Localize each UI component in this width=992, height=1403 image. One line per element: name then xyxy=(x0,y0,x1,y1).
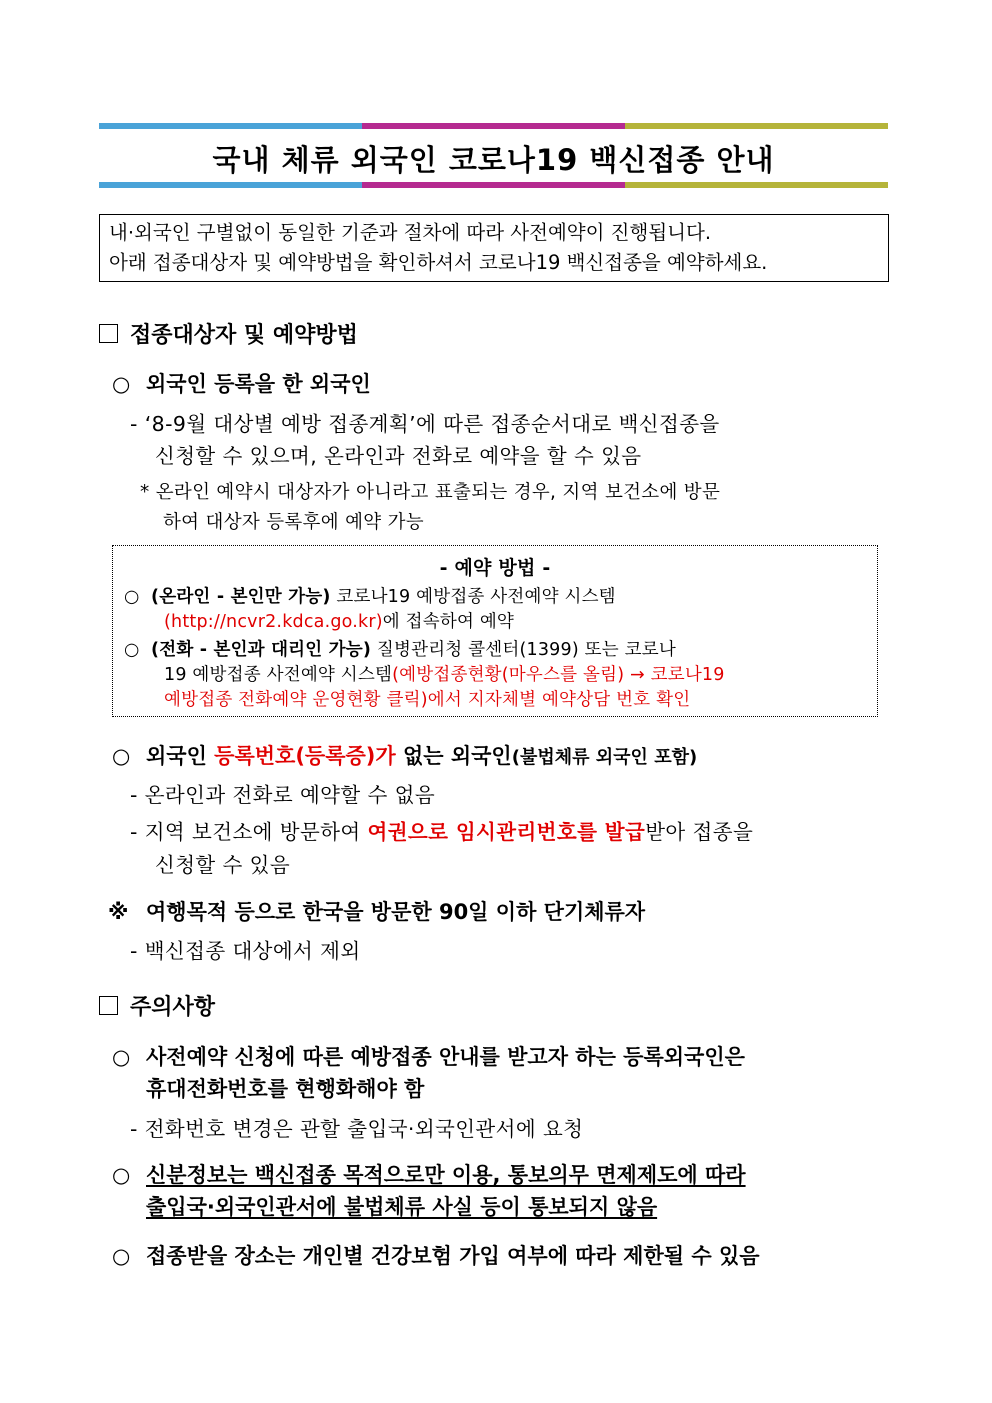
online-label: (온라인 - 본인만 가능) xyxy=(151,587,331,607)
circle-bullet-icon: ○ xyxy=(112,744,131,768)
registered-note-1b: 하여 대상자 등록후에 예약 가능 xyxy=(163,512,424,533)
bullet-unregistered xyxy=(112,740,697,770)
title-bar-bottom-olive xyxy=(625,182,888,188)
title-bar-top-magenta xyxy=(362,123,625,129)
online-url-link[interactable]: (http://ncvr2.kdca.go.kr) xyxy=(164,612,383,632)
section-heading-text: 접종대상자 및 예약방법 xyxy=(130,323,358,348)
checkbox-square-icon xyxy=(99,324,118,343)
registered-sub-1b: 신청할 수 있으며, 온라인과 전화로 예약을 할 수 있음 xyxy=(155,444,642,468)
unregistered-text-1: 외국인 xyxy=(146,744,215,768)
title-bar-bottom-magenta xyxy=(362,182,625,188)
title-bar-bottom-blue xyxy=(99,182,362,188)
circle-bullet-icon: ○ xyxy=(112,1045,131,1069)
unregistered-text-3: 없는 외국인 xyxy=(395,744,512,768)
intro-box xyxy=(99,214,889,282)
bullet-short-term xyxy=(108,896,645,926)
caution-1-line-1: 사전예약 신청에 따른 예방접종 안내를 받고자 하는 등록외국인은 xyxy=(146,1045,745,1069)
caution-1 xyxy=(112,1041,745,1071)
online-text-2: 에 접속하여 예약 xyxy=(382,612,515,632)
title-bar-top-olive xyxy=(625,123,888,129)
phone-line-2b: (예방접종현황(마우스를 올림) → 코로나19 xyxy=(392,665,725,685)
caution-1-line-2: 휴대전화번호를 현행화해야 함 xyxy=(146,1077,425,1101)
circle-bullet-icon: ○ xyxy=(112,1244,131,1268)
circle-bullet-icon: ○ xyxy=(112,372,131,396)
unregistered-text-4: (불법체류 외국인 포함) xyxy=(511,747,698,768)
method-title: - 예약 방법 - xyxy=(439,557,551,579)
title-bar-top-blue xyxy=(99,123,362,129)
unregistered-text-2: 등록번호(등록증)가 xyxy=(214,744,396,768)
method-online-line-1 xyxy=(124,583,616,608)
phone-text: 질병관리청 콜센터(1399) 또는 코로나 xyxy=(376,640,676,660)
method-phone-line-1 xyxy=(124,636,676,661)
caution-1-sub: - 전화번호 변경은 관할 출입국·외국인관서에 요청 xyxy=(130,1117,584,1141)
circle-bullet-icon: ○ xyxy=(112,1163,131,1187)
unregistered-sub-2b: 여권으로 임시관리번호를 발급 xyxy=(367,820,646,844)
phone-line-2a: 19 예방접종 사전예약 시스템 xyxy=(164,665,393,685)
bullet-registered xyxy=(112,368,371,398)
circle-bullet-icon: ○ xyxy=(124,587,140,607)
short-term-sub: - 백신접종 대상에서 제외 xyxy=(130,939,361,963)
caution-3-text: 접종받을 장소는 개인별 건강보험 가입 여부에 따라 제한될 수 있음 xyxy=(146,1244,760,1268)
caution-2-line-2: 출입국·외국인관서에 불법체류 사실 등이 통보되지 않음 xyxy=(146,1195,658,1219)
unregistered-sub-2c: 받아 접종을 xyxy=(645,820,754,844)
section-heading-cautions xyxy=(99,990,215,1021)
method-phone-line-3: 예방접종 전화예약 운영현황 클릭)에서 지자체별 예약상담 번호 확인 xyxy=(164,690,691,710)
unregistered-sub-1: - 온라인과 전화로 예약할 수 없음 xyxy=(130,783,436,807)
unregistered-sub-2 xyxy=(130,815,753,845)
registered-note-1: * 온라인 예약시 대상자가 아니라고 표출되는 경우, 지역 보건소에 방문 xyxy=(140,482,721,503)
unregistered-sub-2a: - 지역 보건소에 방문하여 xyxy=(130,820,368,844)
caution-2-line-1: 신분정보는 백신접종 목적으로만 이용, 통보의무 면제제도에 따라 xyxy=(146,1163,746,1187)
reference-mark-icon: ※ xyxy=(108,900,129,924)
page-title: 국내 체류 외국인 코로나19 백신접종 안내 xyxy=(212,143,775,177)
bullet-text: 외국인 등록을 한 외국인 xyxy=(146,372,371,396)
method-phone-line-2 xyxy=(164,661,725,686)
circle-bullet-icon: ○ xyxy=(124,640,140,660)
short-term-text: 여행목적 등으로 한국을 방문한 90일 이하 단기체류자 xyxy=(146,900,646,924)
checkbox-square-icon xyxy=(99,996,118,1015)
registered-sub-1: - ‘8-9월 대상별 예방 접종계획’에 따른 접종순서대로 백신접종을 xyxy=(130,412,720,436)
intro-line-1: 내·외국인 구별없이 동일한 기준과 절차에 따라 사전예약이 진행됩니다. xyxy=(109,221,712,244)
section-heading-text: 주의사항 xyxy=(130,995,216,1020)
unregistered-sub-2d: 신청할 수 있음 xyxy=(155,853,291,877)
intro-line-2: 아래 접종대상자 및 예약방법을 확인하셔서 코로나19 백신접종을 예약하세요. xyxy=(109,251,768,274)
section-heading-eligibility xyxy=(99,318,358,349)
online-text: 코로나19 예방접종 사전예약 시스템 xyxy=(336,587,616,607)
method-online-line-2 xyxy=(164,608,514,633)
caution-2 xyxy=(112,1159,746,1189)
caution-3 xyxy=(112,1240,760,1270)
phone-label: (전화 - 본인과 대리인 가능) xyxy=(151,640,372,660)
